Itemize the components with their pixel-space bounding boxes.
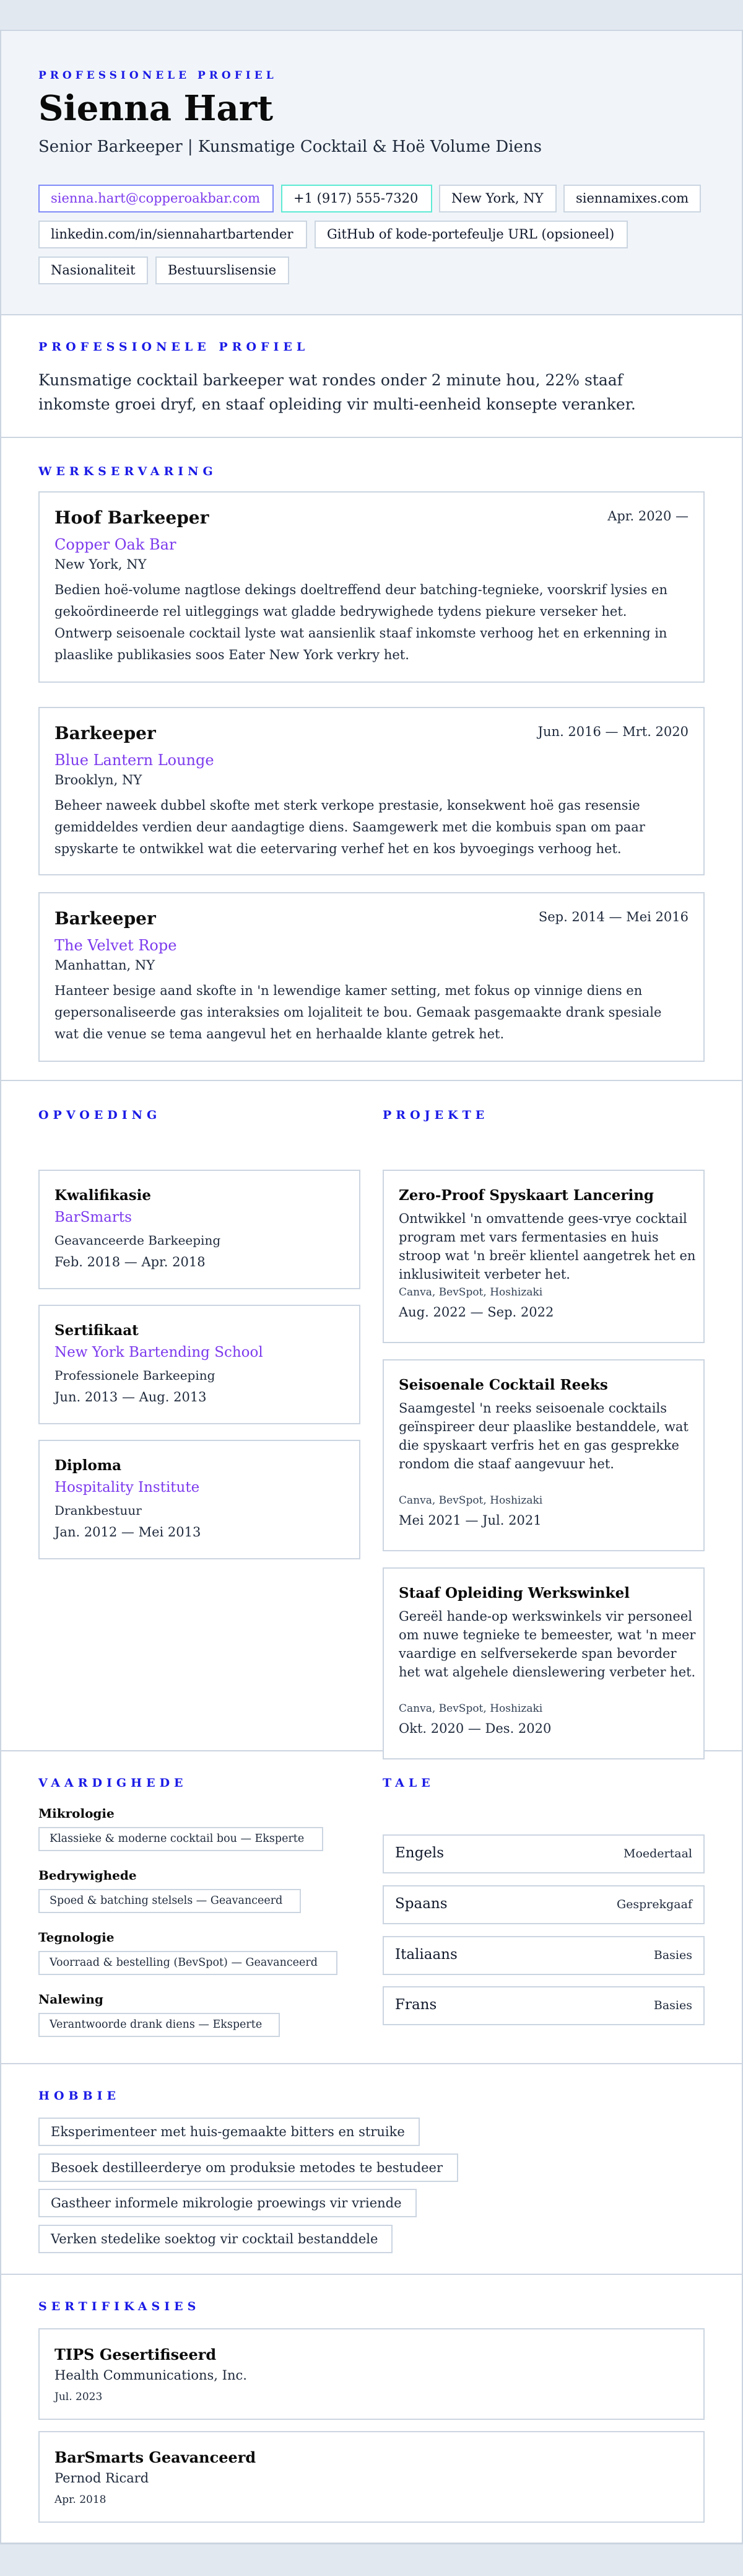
project-tech: Canva, BevSpot, Hoshizaki	[399, 1286, 543, 1299]
project-title: Seisoenale Cocktail Reeks	[399, 1377, 608, 1393]
project-tech: Canva, BevSpot, Hoshizaki	[399, 1494, 543, 1507]
education-date: Jun. 2013 — Aug. 2013	[54, 1390, 207, 1404]
skill-chip: Voorraad & bestelling (BevSpot) — Geavanceerd	[38, 1951, 337, 1975]
job-title: Barkeeper	[54, 908, 156, 929]
github-chip[interactable]: GitHub of kode-portefeulje URL (opsioneel)	[315, 221, 628, 248]
skill-category: Tegnologie	[38, 1930, 115, 1945]
language-level: Moedertaal	[624, 1847, 692, 1860]
experience-card	[38, 707, 705, 875]
job-title: Barkeeper	[54, 723, 156, 743]
degree-type: Kwalifikasie	[54, 1187, 152, 1204]
name-heading: Sienna Hart	[38, 88, 274, 129]
project-date: Mei 2021 — Jul. 2021	[399, 1513, 542, 1528]
language-row	[383, 1936, 705, 1975]
school-name: Hospitality Institute	[54, 1479, 200, 1496]
job-location: New York, NY	[54, 557, 147, 572]
location-chip: New York, NY	[439, 185, 557, 212]
skills-label: VAARDIGHEDE	[38, 1776, 188, 1790]
language-row	[383, 1885, 705, 1924]
education-card	[38, 1305, 360, 1424]
language-name: Engels	[395, 1845, 445, 1861]
language-name: Italiaans	[395, 1947, 458, 1963]
hobbies-section	[1, 2064, 742, 2275]
certification-name: TIPS Gesertifiseerd	[54, 2346, 217, 2364]
school-name: BarSmarts	[54, 1209, 132, 1225]
company-name: The Velvet Rope	[54, 937, 177, 954]
project-date: Aug. 2022 — Sep. 2022	[399, 1305, 554, 1320]
projects-label: PROJEKTE	[383, 1108, 489, 1122]
project-card	[383, 1170, 705, 1343]
project-date: Okt. 2020 — Des. 2020	[399, 1721, 552, 1736]
certification-card	[38, 2328, 705, 2420]
languages-label: TALE	[383, 1776, 435, 1790]
project-title: Zero-Proof Spyskaart Lancering	[399, 1187, 654, 1204]
experience-card	[38, 892, 705, 1062]
job-date: Apr. 2020 —	[607, 509, 689, 524]
certification-issuer: Pernod Ricard	[54, 2471, 149, 2486]
job-date: Sep. 2014 — Mei 2016	[538, 909, 689, 924]
resume-page	[0, 30, 743, 2544]
linkedin-chip[interactable]: linkedin.com/in/siennahartbartender	[38, 221, 307, 248]
degree-type: Diploma	[54, 1457, 122, 1474]
skill-category: Bedrywighede	[38, 1868, 137, 1883]
language-row	[383, 1986, 705, 2025]
hobby-chip: Gastheer informele mikrologie proewings vir vriende	[38, 2189, 417, 2217]
field-of-study: Geavanceerde Barkeeping	[54, 1233, 221, 1248]
phone-chip[interactable]: +1 (917) 555-7320	[281, 185, 432, 212]
degree-type: Sertifikaat	[54, 1322, 139, 1339]
hobby-chip: Verken stedelike soektog vir cocktail bestanddele	[38, 2225, 393, 2253]
email-chip[interactable]: sienna.hart@copperoakbar.com	[38, 185, 274, 212]
project-card	[383, 1359, 705, 1551]
license-chip: Bestuurslisensie	[155, 256, 289, 284]
skill-chip: Klassieke & moderne cocktail bou — Eksperte	[38, 1827, 323, 1851]
education-date: Feb. 2018 — Apr. 2018	[54, 1255, 206, 1269]
language-level: Basies	[653, 1999, 692, 2012]
certifications-section	[1, 2275, 742, 2544]
header-label: PROFESSIONELE PROFIEL	[38, 69, 277, 82]
language-row	[383, 1834, 705, 1873]
company-name: Blue Lantern Lounge	[54, 751, 214, 769]
certification-date: Apr. 2018	[54, 2494, 106, 2506]
education-projects-section	[1, 1081, 742, 1751]
summary-text: Kunsmatige cocktail barkeeper wat rondes onder 2 minute hou, 22% staaf inkomste groei dryf, en staaf opleiding vir multi-eenheid konsepte veranker.	[38, 371, 636, 413]
project-card	[383, 1567, 705, 1759]
skill-chip: Verantwoorde drank diens — Eksperte	[38, 2013, 280, 2037]
summary-section	[1, 315, 742, 438]
project-tech: Canva, BevSpot, Hoshizaki	[399, 1702, 543, 1715]
job-title: Hoof Barkeeper	[54, 507, 209, 528]
project-description: Ontwikkel 'n omvattende gees-vrye cocktail program met vars fermentasies en huis stroop wat 'n breër klientel aangetrek het en inklusiwiteit verbeter het.	[399, 1211, 696, 1282]
job-description: Beheer naweek dubbel skofte met sterk verkope prestasie, konsekwent hoë gas resensie gemiddeldes verdien deur aandagtige diens. Saamgewerk met die kombuis span om paar spyskarte te ontwikkel wat die eetervaring verhef het en kos byvoegings verhoog het.	[54, 798, 645, 856]
project-title: Staaf Opleiding Werkswinkel	[399, 1585, 630, 1601]
job-date: Jun. 2016 — Mrt. 2020	[537, 724, 689, 739]
education-label: OPVOEDING	[38, 1108, 162, 1122]
experience-label: WERKSERVARING	[38, 465, 217, 478]
project-description: Gereël hande-op werkswinkels vir personeel om nuwe tegnieke te bemeester, wat 'n meer vaardige en selfversekerde span bevorder het wat algehele dienslewering verbeter het.	[399, 1609, 696, 1680]
header-section	[1, 31, 742, 315]
field-of-study: Drankbestuur	[54, 1503, 142, 1518]
certification-date: Jul. 2023	[54, 2391, 103, 2403]
education-date: Jan. 2012 — Mei 2013	[54, 1525, 201, 1540]
certifications-label: SERTIFIKASIES	[38, 2300, 201, 2313]
language-name: Spaans	[395, 1896, 448, 1912]
job-location: Brooklyn, NY	[54, 773, 142, 787]
language-name: Frans	[395, 1997, 437, 2013]
job-description: Hanteer besige aand skofte in 'n lewendige kamer setting, met fokus op vinnige diens en gepersonaliseerde gas interaksies om lojaliteit te bou. Gemaak pasgemaakte drank spesiale wat die venue se tema aangevul het en herhaalde klante getrek het.	[54, 983, 662, 1041]
language-level: Basies	[653, 1948, 692, 1962]
hobbies-label: HOBBIE	[38, 2089, 120, 2103]
skill-category: Nalewing	[38, 1992, 103, 2007]
experience-card	[38, 491, 705, 683]
hobby-chip: Besoek destilleerderye om produksie metodes te bestudeer	[38, 2153, 458, 2182]
education-card	[38, 1440, 360, 1559]
hobby-chip: Eksperimenteer met huis-gemaakte bitters en struike	[38, 2118, 420, 2146]
certification-name: BarSmarts Geavanceerd	[54, 2448, 256, 2466]
job-location: Manhattan, NY	[54, 958, 155, 973]
subtitle: Senior Barkeeper | Kunsmatige Cocktail & Hoë Volume Diens	[38, 138, 542, 156]
education-card	[38, 1170, 360, 1289]
certification-issuer: Health Communications, Inc.	[54, 2368, 247, 2383]
company-name: Copper Oak Bar	[54, 536, 176, 553]
skill-category: Mikrologie	[38, 1806, 115, 1821]
certification-card	[38, 2431, 705, 2523]
language-level: Gesprekgaaf	[616, 1898, 692, 1911]
job-description: Bedien hoë-volume nagtlose dekings doeltreffend deur batching-tegnieke, voorskrif lysies en gekoördineerde rel uitleggings wat gladde bedrywighede tydens piekure verseker het. Ontwerp seisoenale cocktail lyste wat aansienlik staaf inkomste verhoog het en erkenning in plaaslike publikasies soos Eater New York verkry het.	[54, 582, 667, 662]
skill-chip: Spoed & batching stelsels — Geavanceerd	[38, 1889, 301, 1913]
experience-section	[1, 438, 742, 1081]
summary-label: PROFESSIONELE PROFIEL	[38, 340, 310, 354]
website-chip[interactable]: siennamixes.com	[563, 185, 701, 212]
nationality-chip: Nasionaliteit	[38, 256, 148, 284]
project-description: Saamgestel 'n reeks seisoenale cocktails geïnspireer deur plaaslike bestanddele, wat die spyskaart verfris het en gas gesprekke rondom die staaf aangevuur het.	[399, 1401, 689, 1471]
field-of-study: Professionele Barkeeping	[54, 1368, 215, 1383]
skills-languages-section	[1, 1751, 742, 2064]
school-name: New York Bartending School	[54, 1344, 263, 1360]
